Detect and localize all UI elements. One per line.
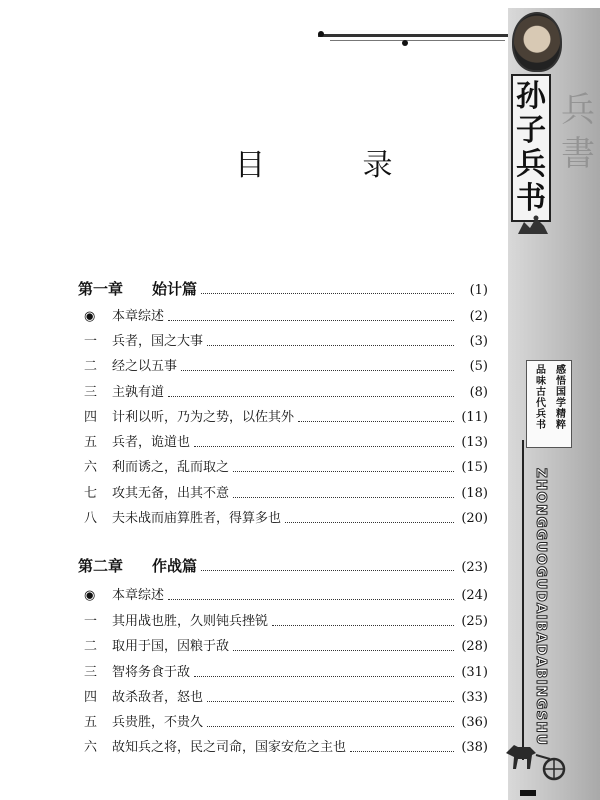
page-number: (1)	[469, 283, 488, 298]
top-decorative-rule-thin	[330, 40, 505, 41]
toc-entry-row[interactable]	[84, 686, 488, 708]
dot-leader	[350, 743, 454, 752]
entry-title: 兵者，国之大事	[112, 334, 204, 349]
entry-marker: ◉	[84, 309, 96, 324]
toc-entry-row[interactable]	[84, 482, 488, 504]
entry-title: 经之以五事	[112, 359, 178, 374]
entry-marker: 二	[84, 639, 98, 654]
toc-entry-row[interactable]	[84, 711, 488, 733]
entry-title: 夫未战而庙算胜者，得算多也	[112, 511, 282, 526]
entry-title: 故杀敌者，怒也	[112, 690, 204, 705]
entry-title: 主孰有道	[112, 385, 165, 400]
page-number: (18)	[461, 486, 488, 501]
book-title-char: 子	[516, 113, 546, 148]
page-number: (28)	[461, 639, 488, 654]
chapter-number: 第一章	[78, 280, 124, 298]
entry-marker: 一	[84, 334, 98, 349]
horse-chariot-icon	[500, 735, 570, 783]
dot-leader	[285, 514, 454, 523]
dot-leader	[168, 591, 454, 600]
page-title: 目 录	[235, 148, 437, 183]
entry-marker: 五	[84, 715, 98, 730]
entry-marker: 三	[84, 385, 98, 400]
seal-script-text: 兵書	[561, 90, 595, 174]
toc-entry-row[interactable]	[84, 431, 488, 453]
decorative-dot	[318, 31, 324, 37]
dot-leader	[298, 413, 454, 422]
book-title-char: 兵	[516, 147, 546, 182]
side-band-top	[508, 0, 600, 8]
side-vertical-rule	[522, 440, 524, 760]
entry-marker: 八	[84, 511, 98, 526]
toc-entry-row[interactable]	[84, 610, 488, 632]
dot-leader	[233, 489, 454, 498]
page-number-mark	[520, 790, 536, 796]
page-number: (11)	[461, 410, 488, 425]
entry-marker: 一	[84, 614, 98, 629]
dot-leader	[207, 718, 454, 727]
entry-title: 取用于国，因粮于敌	[112, 639, 230, 654]
entry-title: 兵贵胜，不贵久	[112, 715, 204, 730]
entry-title: 故知兵之将，民之司命，国家安危之主也	[112, 740, 347, 755]
dot-leader	[233, 463, 454, 472]
entry-title: 攻其无备，出其不意	[112, 486, 230, 501]
page-number: (33)	[461, 690, 488, 705]
dot-leader	[207, 693, 454, 702]
dot-leader	[201, 285, 454, 294]
dot-leader	[168, 388, 454, 397]
toc-entry-row[interactable]	[84, 661, 488, 683]
entry-title: 本章综述	[112, 588, 165, 603]
dot-leader	[233, 642, 454, 651]
entry-title: 智将务食于敌	[112, 665, 191, 680]
page-number: (2)	[469, 309, 488, 324]
top-decorative-rule	[318, 34, 508, 37]
entry-title: 其用战也胜，久则钝兵挫锐	[112, 614, 269, 629]
toc-chapter-row[interactable]	[78, 278, 488, 300]
dot-leader	[201, 562, 454, 571]
entry-marker: 四	[84, 690, 98, 705]
entry-marker: ◉	[84, 588, 96, 603]
page-number: (15)	[461, 460, 488, 475]
chapter-title: 始计篇	[152, 280, 198, 298]
toc-entry-row[interactable]	[84, 381, 488, 403]
series-label-box	[526, 360, 572, 448]
entry-title: 兵者，诡道也	[112, 435, 191, 450]
entry-title: 计利以听，乃为之势，以佐其外	[112, 410, 295, 425]
page-number: (25)	[461, 614, 488, 629]
entry-marker: 五	[84, 435, 98, 450]
page-number: (31)	[461, 665, 488, 680]
toc-entry-row[interactable]	[84, 507, 488, 529]
dot-leader	[194, 668, 454, 677]
page-number: (13)	[461, 435, 488, 450]
toc-entry-row[interactable]	[84, 584, 488, 606]
dot-leader	[207, 337, 454, 346]
page-number: (36)	[461, 715, 488, 730]
toc-entry-row[interactable]	[84, 406, 488, 428]
page-number: (23)	[461, 560, 488, 575]
toc-chapter-row[interactable]	[78, 555, 488, 577]
series-label-line: 感悟国学精粹	[553, 364, 565, 430]
entry-title: 利而诱之，乱而取之	[112, 460, 230, 475]
entry-marker: 四	[84, 410, 98, 425]
chapter-title: 作战篇	[152, 557, 198, 575]
entry-marker: 六	[84, 740, 98, 755]
series-pinyin-text: ZHONGGUOGUDAIBADABINGSHU	[533, 468, 549, 747]
decorative-dot	[402, 40, 408, 46]
entry-title: 本章综述	[112, 309, 165, 324]
dot-leader	[194, 438, 454, 447]
toc-entry-row[interactable]	[84, 305, 488, 327]
page-number: (3)	[469, 334, 488, 349]
book-title-char: 书	[516, 181, 546, 216]
sunzi-portrait-icon	[512, 12, 562, 72]
toc-entry-row[interactable]	[84, 635, 488, 657]
page-number: (38)	[461, 740, 488, 755]
entry-marker: 三	[84, 665, 98, 680]
page-number: (20)	[461, 511, 488, 526]
page-number: (8)	[469, 385, 488, 400]
book-title-box	[511, 74, 551, 222]
page-number: (5)	[469, 359, 488, 374]
page-number: (24)	[461, 588, 488, 603]
toc-entry-row[interactable]	[84, 355, 488, 377]
entry-marker: 六	[84, 460, 98, 475]
toc-entry-row[interactable]	[84, 330, 488, 352]
warrior-figure-icon	[514, 214, 550, 236]
chapter-number: 第二章	[78, 557, 124, 575]
entry-marker: 七	[84, 486, 98, 501]
dot-leader	[168, 312, 454, 321]
book-title-char: 孙	[516, 79, 546, 114]
toc-entry-row[interactable]	[84, 456, 488, 478]
entry-marker: 二	[84, 359, 98, 374]
dot-leader	[181, 362, 454, 371]
toc-entry-row[interactable]	[84, 736, 488, 758]
series-label-line: 品味古代兵书	[533, 364, 545, 430]
dot-leader	[272, 617, 454, 626]
